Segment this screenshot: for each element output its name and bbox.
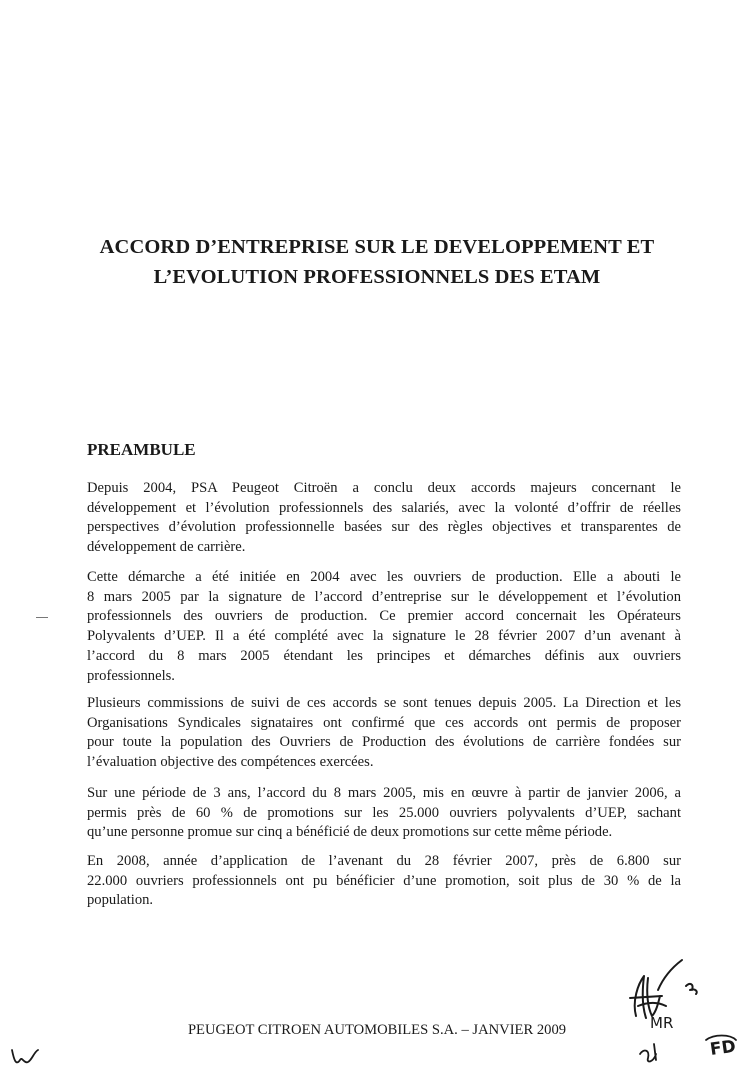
document-footer: PEUGEOT CITROEN AUTOMOBILES S.A. – JANVIER 2009 <box>187 1022 567 1038</box>
document-title <box>60 232 694 292</box>
paragraph-1 <box>87 479 681 558</box>
paragraph-line: l’évaluation objective des compétences exercées. <box>87 754 374 771</box>
paragraph-line: 22.000 ouvriers professionnels ont pu bénéficier d’une promotion, soit plus de 30 % de la <box>87 872 681 889</box>
paragraph-line: En 2008, année d’application de l’avenant du 28 février 2007, près de 6.800 sur <box>87 853 681 869</box>
paragraph-line: 8 mars 2005 par la signature de l’accord d’entreprise sur le développement et l’évolution <box>87 588 681 605</box>
paragraph-line: Depuis 2004, PSA Peugeot Citroën a conclu deux accords majeurs concernant le <box>87 480 681 496</box>
paragraph-line: professionnels. <box>87 667 175 684</box>
paragraph-line: développement de carrière. <box>87 539 246 556</box>
paragraph-line: pour toute la population des Ouvriers de Production des évolutions de carrière fondées sur <box>87 734 681 751</box>
title-line-2: L’EVOLUTION PROFESSIONNELS DES ETAM <box>153 266 601 288</box>
paragraph-line: Polyvalents d’UEP. Il a été complété avec la signature le 28 février 2007 d’un avenant à <box>87 628 681 645</box>
paragraph-line: Organisations Syndicales signataires ont confirmé que ces accords ont permis de proposer <box>87 714 681 731</box>
paragraph-5 <box>87 852 681 911</box>
paragraph-4 <box>87 784 681 843</box>
handwritten-mark <box>8 1042 48 1072</box>
paragraph-line: Sur une période de 3 ans, l’accord du 8 mars 2005, mis en œuvre à partir de janvier 2006, a <box>87 785 681 801</box>
section-heading: PREAMBULE <box>87 440 196 459</box>
paragraph-line: Plusieurs commissions de suivi de ces accords se sont tenues depuis 2005. La Direction et les <box>87 695 681 711</box>
initials-fd: FD <box>708 1036 738 1061</box>
paragraph-line: Cette démarche a été initiée en 2004 avec les ouvriers de production. Elle a abouti le <box>87 569 681 585</box>
paragraph-line: l’accord du 8 mars 2005 étendant les principes et démarches définis aux ouvriers <box>87 647 681 664</box>
paragraph-line: qu’une personne promue sur cinq a bénéficié de deux promotions sur cette même période. <box>87 824 613 841</box>
title-line-1: ACCORD D’ENTREPRISE SUR LE DEVELOPPEMENT ET <box>99 236 655 258</box>
paragraph-line: professionnels des ouvriers de production. Ce premier accord concernait les Opérateurs <box>87 608 681 625</box>
handwritten-initials <box>618 956 748 1071</box>
paragraph-line: développement et l’évolution professionnels des salariés, avec la volonté d’offrir de réelles <box>87 499 681 516</box>
initials-mr: MR <box>650 1014 674 1032</box>
paragraph-3 <box>87 694 681 773</box>
paragraph-line: population. <box>87 892 154 909</box>
paragraph-line: perspectives d’évolution professionnelle basées sur des règles objectives et transparentes de <box>87 519 681 536</box>
paragraph-2 <box>87 568 681 686</box>
paragraph-line: permis près de 60 % de promotions sur les 25.000 ouvriers polyvalents d’UEP, sachant <box>87 804 681 821</box>
margin-mark <box>36 617 48 618</box>
